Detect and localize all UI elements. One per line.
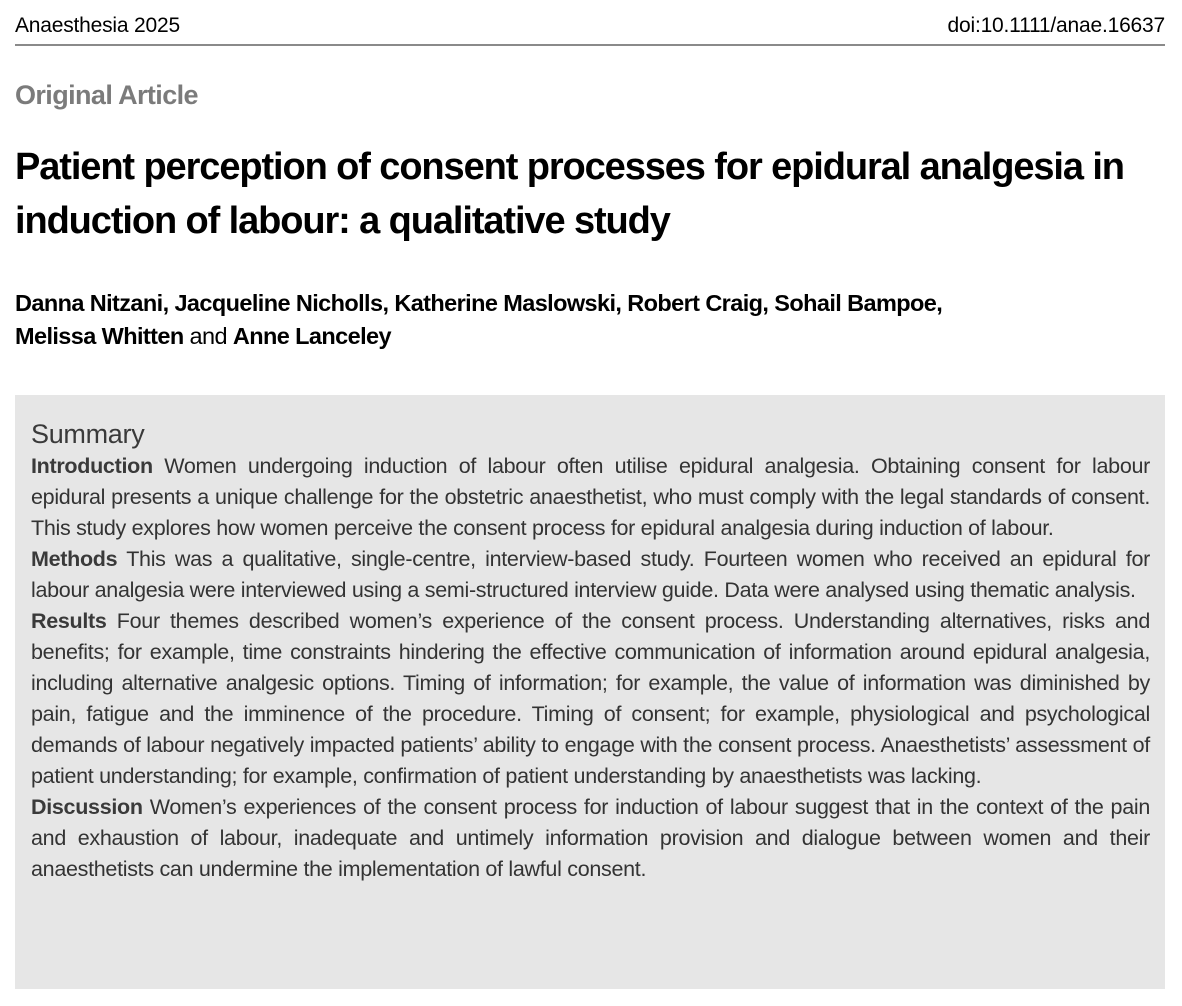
- author-name: Anne Lanceley: [232, 323, 391, 349]
- page-header: [15, 10, 1165, 46]
- article-type: Original Article: [15, 80, 198, 110]
- section-text: Women undergoing induction of labour often utilise epidural analgesia. Obtaining consent for labour epidural presents a unique challenge for the obstetric anaesthetist, who must comply with the legal standards of consent. This study explores how women perceive the consent process for epidural analgesia during induction of labour.: [31, 454, 1150, 540]
- section-label: Discussion: [31, 795, 143, 819]
- section-label: Methods: [31, 547, 118, 571]
- author-name: Katherine Maslowski,: [394, 290, 622, 316]
- section-text: This was a qualitative, single-centre, interview-based study. Fourteen women who received an epidural for labour analgesia were interviewed using a semi-structured interview guide. Data were analysed using thematic analysis.: [31, 547, 1150, 602]
- summary-discussion: [31, 792, 1150, 885]
- author-conjunction: and: [189, 323, 227, 349]
- summary-methods: [31, 544, 1150, 606]
- author-name: Robert Craig,: [627, 290, 769, 316]
- summary-introduction: [31, 451, 1150, 544]
- author-name: Danna Nitzani,: [15, 290, 169, 316]
- author-name: Melissa Whitten: [15, 323, 184, 349]
- author-list: [15, 287, 1165, 353]
- summary-box: [15, 395, 1165, 989]
- author-name: Jacqueline Nicholls,: [174, 290, 389, 316]
- section-label: Results: [31, 609, 107, 633]
- summary-heading: Summary: [31, 419, 145, 449]
- section-text: Women’s experiences of the consent process for induction of labour suggest that in the context of the pain and exhaustion of labour, inadequate and untimely information provision and dialogue between women and their anaesthetists can undermine the implementation of lawful consent.: [31, 795, 1150, 881]
- article-title: Patient perception of consent processes for epidural analgesia in induction of labour: a qualitative study: [15, 146, 1124, 242]
- author-name: Sohail Bampoe,: [774, 290, 943, 316]
- section-label: Introduction: [31, 454, 153, 478]
- journal-name: Anaesthesia 2025: [15, 14, 180, 37]
- summary-results: [31, 606, 1150, 792]
- doi-link[interactable]: doi:10.1111/anae.16637: [947, 14, 1165, 37]
- section-text: Four themes described women’s experience of the consent process. Understanding alternatives, risks and benefits; for example, time constraints hindering the effective communication of information around epidural analgesia, including alternative analgesic options. Timing of information; for example, the value of information was diminished by pain, fatigue and the imminence of the procedure. Timing of consent; for example, physiological and psychological demands of labour negatively impacted patients’ ability to engage with the consent process. Anaesthetists’ assessment of patient understanding; for example, confirmation of patient understanding by anaesthetists was lacking.: [31, 609, 1150, 788]
